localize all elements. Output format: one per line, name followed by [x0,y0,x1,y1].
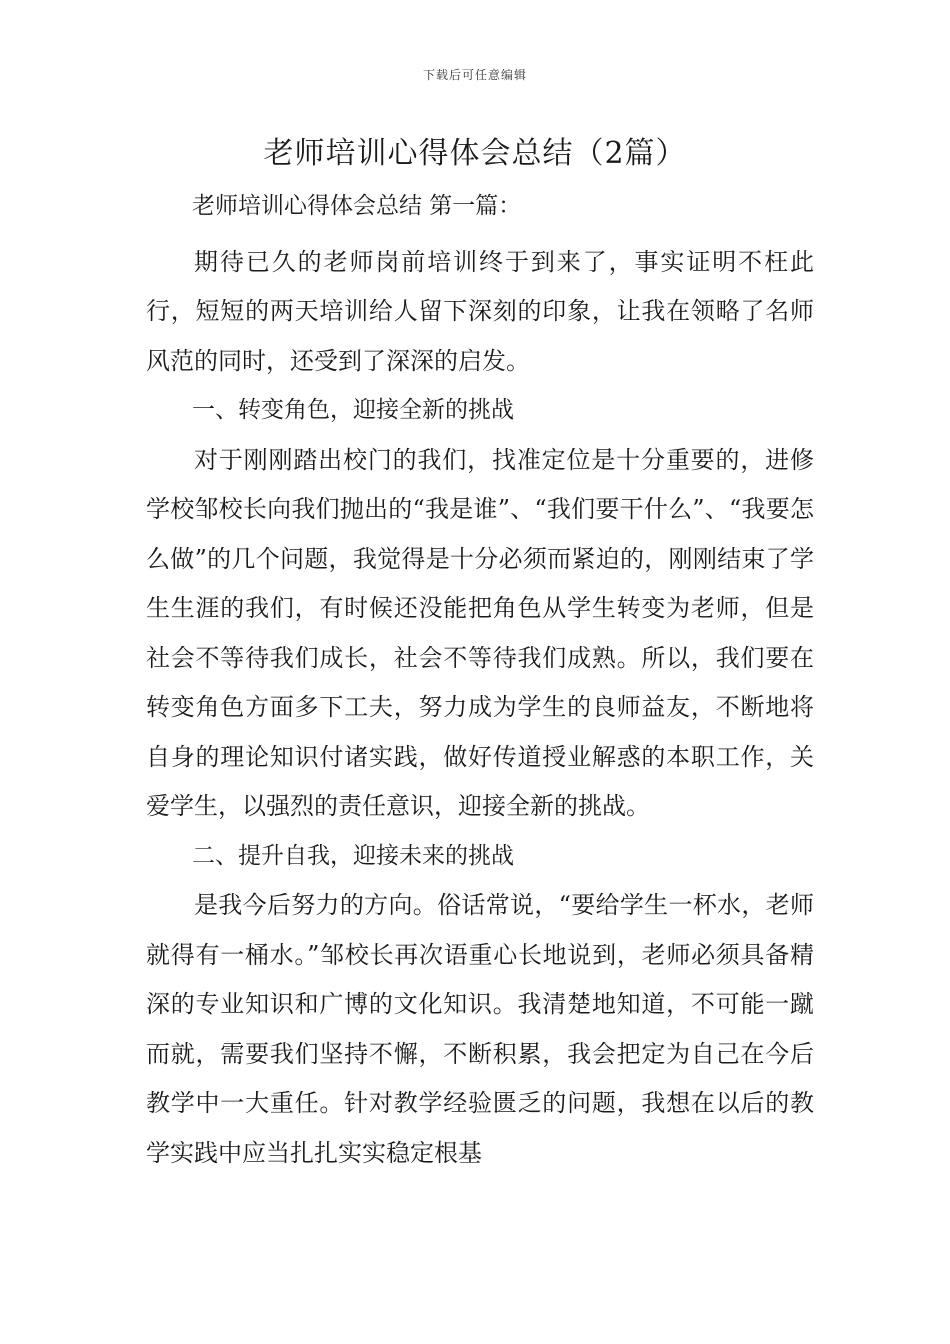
document-title: 老师培训心得体会总结（2篇） [263,136,687,171]
paragraph-section-1: 对于刚刚踏出校门的我们，找准定位是十分重要的，进修学校邹校长向我们抛出的“我是谁”、“我们要干什么”、“我要怎么做”的几个问题，我觉得是十分必须而紧迫的，刚刚结束了学生生涯的我们，有时候还没能把角色从学生转变为老师，但是社会不等待我们成长，社会不等待我们成熟。所以，我们要在转变角色方面多下工夫，努力成为学生的良师益友，不断地将自身的理论知识付诸实践，做好传道授业解惑的本职工作，关爱学生，以强烈的责任意识，迎接全新的挑战。 [146,445,814,820]
paragraph-intro: 期待已久的老师岗前培训终于到来了，事实证明不枉此行，短短的两天培训给人留下深刻的印象，让我在领略了名师风范的同时，还受到了深深的启发。 [146,247,814,375]
section-heading-1: 一、转变角色，迎接全新的挑战 [192,397,514,423]
section-heading-2: 二、提升自我，迎接未来的挑战 [192,842,514,869]
paragraph-section-2: 是我今后努力的方向。俗话常说，“要给学生一杯水，老师就得有一桶水。”邹校长再次语重心长地说到，老师必须具备精深的专业知识和广博的文化知识。我清楚地知道，不可能一蹴而就，需要我们坚持不懈，不断积累，我会把定为自己在今后教学中一大重任。针对教学经验匮乏的问题，我想在以后的教学实践中应当扎扎实实稳定根基 [146,891,814,1167]
header-note: 下载后可任意编辑 [422,68,527,82]
document-body [146,182,814,1178]
document-subtitle: 老师培训心得体会总结 第一篇： [192,193,522,219]
